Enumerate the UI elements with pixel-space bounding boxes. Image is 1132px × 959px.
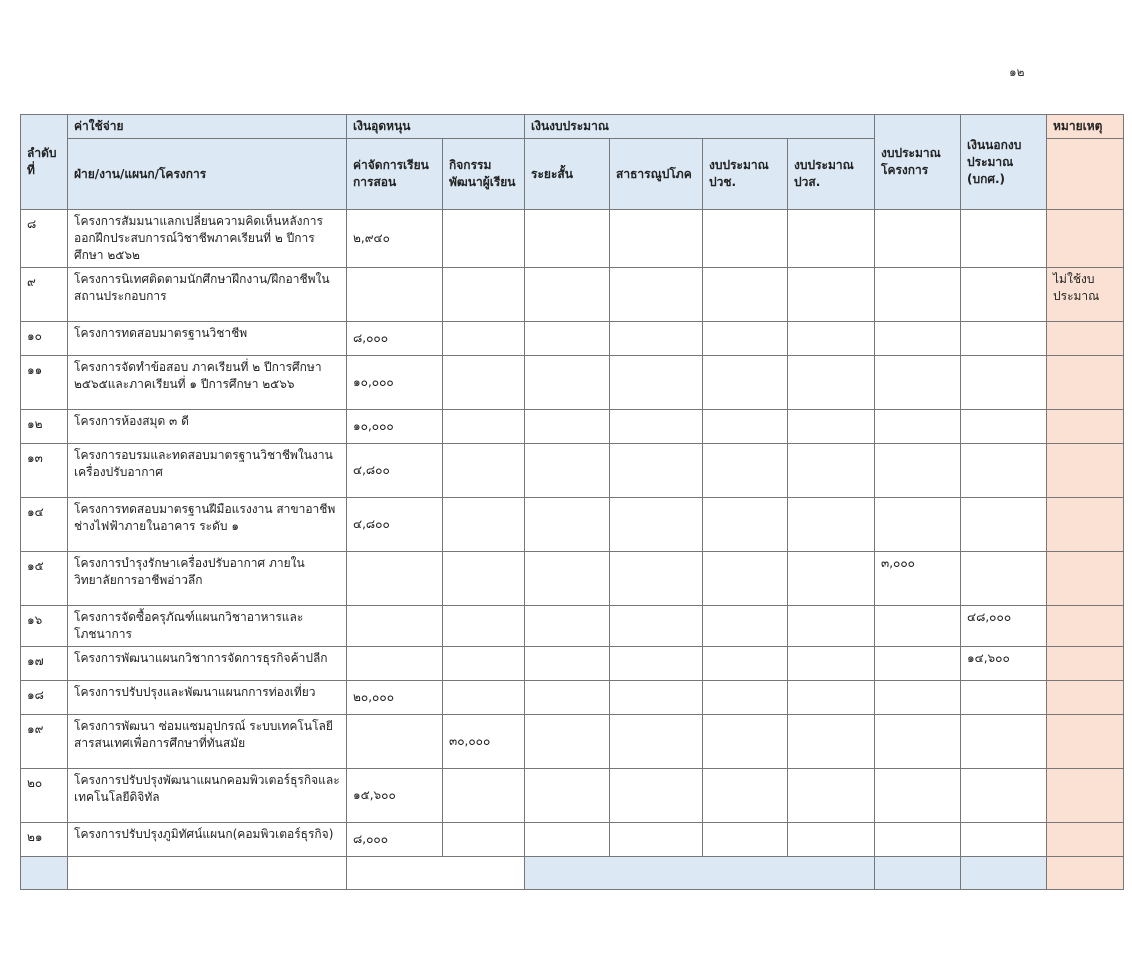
header-budget: เงินงบประมาณ [525, 115, 875, 139]
budget-pvs-value [788, 210, 875, 268]
table-row [21, 268, 1124, 322]
row-number: ๒๐ [21, 769, 68, 823]
project-budget-value [875, 210, 961, 268]
table-row [21, 410, 1124, 444]
student-activity-value [443, 268, 525, 322]
project-name: โครงการอบรมและทดสอบมาตรฐานวิชาชีพในงานเครื่องปรับอากาศ [68, 444, 347, 498]
budget-pvs-value [788, 322, 875, 356]
remark-value [1047, 356, 1124, 410]
utilities-value [610, 606, 703, 647]
budget-pvc-value [703, 715, 788, 769]
budget-pvc-value [703, 606, 788, 647]
teaching-cost-value: ๑๐,๐๐๐ [347, 410, 443, 444]
budget-pvc-value [703, 647, 788, 681]
student-activity-value [443, 681, 525, 715]
teaching-cost-value: ๔,๘๐๐ [347, 498, 443, 552]
remark-value [1047, 444, 1124, 498]
table-row [21, 444, 1124, 498]
budget-pvs-value [788, 769, 875, 823]
off-budget-value [961, 356, 1047, 410]
project-name: โครงการบำรุงรักษาเครื่องปรับอากาศ ภายในวิทยาลัยการอาชีพอ่าวลึก [68, 552, 347, 606]
row-number: ๙ [21, 268, 68, 322]
off-budget-value [961, 552, 1047, 606]
project-budget-value [875, 322, 961, 356]
remark-value [1047, 769, 1124, 823]
header-expenses: ค่าใช้จ่าย [68, 115, 347, 139]
budget-pvc-value [703, 681, 788, 715]
budget-pvs-value [788, 606, 875, 647]
project-budget-value [875, 410, 961, 444]
budget-pvc-value [703, 552, 788, 606]
header-subsidy: เงินอุดหนุน [347, 115, 525, 139]
project-budget-value [875, 498, 961, 552]
table-row [21, 823, 1124, 857]
remark-value [1047, 552, 1124, 606]
off-budget-value [961, 210, 1047, 268]
student-activity-value [443, 769, 525, 823]
budget-pvc-value [703, 210, 788, 268]
teaching-cost-value: ๒๐,๐๐๐ [347, 681, 443, 715]
table-row [21, 769, 1124, 823]
project-name: โครงการสัมมนาแลกเปลี่ยนความคิดเห็นหลังการออกฝึกประสบการณ์วิชาชีพภาคเรียนที่ ๒ ปีการศึกษา ๒๕๖๒ [68, 210, 347, 268]
remark-value [1047, 322, 1124, 356]
project-name: โครงการปรับปรุงและพัฒนาแผนกการท่องเที่ยว [68, 681, 347, 715]
student-activity-value [443, 356, 525, 410]
utilities-value [610, 210, 703, 268]
header-remark: หมายเหตุ [1047, 115, 1124, 139]
budget-pvc-value [703, 322, 788, 356]
off-budget-value: ๑๔,๖๐๐ [961, 647, 1047, 681]
short-course-value [525, 356, 610, 410]
student-activity-value [443, 210, 525, 268]
project-name: โครงการพัฒนา ซ่อมแซมอุปกรณ์ ระบบเทคโนโลยีสารสนเทศเพื่อการศึกษาที่ทันสมัย [68, 715, 347, 769]
remark-value: ไม่ใช้งบประมาณ [1047, 268, 1124, 322]
project-name: โครงการพัฒนาแผนกวิชาการจัดการธุรกิจค้าปลีก [68, 647, 347, 681]
teaching-cost-value [347, 552, 443, 606]
row-number: ๑๔ [21, 498, 68, 552]
teaching-cost-value: ๘,๐๐๐ [347, 322, 443, 356]
header-no: ลำดับ ที่ [21, 115, 68, 210]
table-row [21, 552, 1124, 606]
student-activity-value [443, 410, 525, 444]
project-name: โครงการจัดซื้อครุภัณฑ์แผนกวิชาอาหารและโภชนาการ [68, 606, 347, 647]
remark-value [1047, 647, 1124, 681]
utilities-value [610, 552, 703, 606]
short-course-value [525, 552, 610, 606]
budget-pvs-value [788, 356, 875, 410]
short-course-value [525, 715, 610, 769]
table-row [21, 715, 1124, 769]
remark-value [1047, 410, 1124, 444]
budget-table [20, 114, 1124, 890]
project-budget-value [875, 606, 961, 647]
table-row [21, 647, 1124, 681]
off-budget-value [961, 715, 1047, 769]
utilities-value [610, 268, 703, 322]
table-row [21, 498, 1124, 552]
table-row [21, 681, 1124, 715]
student-activity-value [443, 647, 525, 681]
project-budget-value: ๓,๐๐๐ [875, 552, 961, 606]
short-course-value [525, 769, 610, 823]
total-cell [1047, 857, 1124, 890]
budget-pvc-value [703, 356, 788, 410]
short-course-value [525, 322, 610, 356]
budget-pvs-value [788, 268, 875, 322]
remark-value [1047, 681, 1124, 715]
utilities-value [610, 498, 703, 552]
project-budget-value [875, 823, 961, 857]
budget-pvc-value [703, 268, 788, 322]
total-cell [21, 857, 68, 890]
teaching-cost-value [347, 647, 443, 681]
row-number: ๑๐ [21, 322, 68, 356]
student-activity-value [443, 606, 525, 647]
teaching-cost-value [347, 268, 443, 322]
utilities-value [610, 647, 703, 681]
budget-pvc-value [703, 769, 788, 823]
row-number: ๑๓ [21, 444, 68, 498]
remark-value [1047, 715, 1124, 769]
off-budget-value [961, 444, 1047, 498]
utilities-value [610, 410, 703, 444]
utilities-value [610, 681, 703, 715]
budget-pvc-value [703, 823, 788, 857]
teaching-cost-value [347, 715, 443, 769]
budget-pvs-value [788, 410, 875, 444]
header-off-budget: เงินนอกงบประมาณ (บกศ.) [961, 115, 1047, 210]
row-number: ๑๖ [21, 606, 68, 647]
teaching-cost-value: ๘,๐๐๐ [347, 823, 443, 857]
teaching-cost-value: ๑๐,๐๐๐ [347, 356, 443, 410]
project-budget-value [875, 444, 961, 498]
utilities-value [610, 769, 703, 823]
row-number: ๑๙ [21, 715, 68, 769]
remark-value [1047, 498, 1124, 552]
student-activity-value [443, 322, 525, 356]
project-name: โครงการนิเทศติดตามนักศึกษาฝึกงาน/ฝึกอาชีพในสถานประกอบการ [68, 268, 347, 322]
table-row [21, 322, 1124, 356]
project-budget-value [875, 681, 961, 715]
header-project-budget: งบประมาณโครงการ [875, 115, 961, 210]
project-budget-value [875, 647, 961, 681]
off-budget-value [961, 268, 1047, 322]
project-budget-value [875, 356, 961, 410]
short-course-value [525, 210, 610, 268]
off-budget-value [961, 410, 1047, 444]
project-budget-value [875, 769, 961, 823]
total-cell [961, 857, 1047, 890]
utilities-value [610, 444, 703, 498]
teaching-cost-value [347, 606, 443, 647]
off-budget-value [961, 498, 1047, 552]
table-row [21, 210, 1124, 268]
budget-pvs-value [788, 681, 875, 715]
total-cell [68, 857, 347, 890]
short-course-value [525, 823, 610, 857]
short-course-value [525, 444, 610, 498]
row-number: ๑๒ [21, 410, 68, 444]
row-number: ๑๘ [21, 681, 68, 715]
utilities-value [610, 356, 703, 410]
off-budget-value [961, 681, 1047, 715]
student-activity-value [443, 552, 525, 606]
budget-pvs-value [788, 444, 875, 498]
budget-pvs-value [788, 647, 875, 681]
short-course-value [525, 606, 610, 647]
teaching-cost-value: ๔,๘๐๐ [347, 444, 443, 498]
project-name: โครงการห้องสมุด ๓ ดี [68, 410, 347, 444]
off-budget-value [961, 823, 1047, 857]
header-department: ฝ่าย/งาน/แผนก/โครงการ [68, 139, 347, 210]
project-budget-value [875, 268, 961, 322]
budget-pvc-value [703, 410, 788, 444]
off-budget-value: ๔๘,๐๐๐ [961, 606, 1047, 647]
total-cell [525, 857, 875, 890]
student-activity-value [443, 823, 525, 857]
remark-value [1047, 823, 1124, 857]
project-name: โครงการปรับปรุงภูมิทัศน์แผนก(คอมพิวเตอร์ธุรกิจ) [68, 823, 347, 857]
table-row [21, 606, 1124, 647]
total-cell [875, 857, 961, 890]
budget-pvs-value [788, 715, 875, 769]
budget-pvc-value [703, 498, 788, 552]
teaching-cost-value: ๒,๙๔๐ [347, 210, 443, 268]
short-course-value [525, 268, 610, 322]
budget-pvs-value [788, 552, 875, 606]
budget-pvs-value [788, 823, 875, 857]
short-course-value [525, 647, 610, 681]
page-number: ๑๒ [1009, 65, 1025, 79]
header-remark-blank [1047, 139, 1124, 210]
remark-value [1047, 210, 1124, 268]
header-short-course: ระยะสั้น [525, 139, 610, 210]
row-number: ๒๑ [21, 823, 68, 857]
short-course-value [525, 410, 610, 444]
off-budget-value [961, 322, 1047, 356]
off-budget-value [961, 769, 1047, 823]
header-utilities: สาธารณูปโภค [610, 139, 703, 210]
total-row [21, 857, 1124, 890]
short-course-value [525, 498, 610, 552]
row-number: ๑๕ [21, 552, 68, 606]
header-budget-pvc: งบประมาณ ปวช. [703, 139, 788, 210]
project-name: โครงการทดสอบมาตรฐานฝีมือแรงงาน สาขาอาชีพช่างไฟฟ้าภายในอาคาร ระดับ ๑ [68, 498, 347, 552]
project-budget-value [875, 715, 961, 769]
project-name: โครงการปรับปรุงพัฒนาแผนกคอมพิวเตอร์ธุรกิจและเทคโนโลยีดิจิทัล [68, 769, 347, 823]
utilities-value [610, 322, 703, 356]
header-student-activity: กิจกรรมพัฒนาผู้เรียน [443, 139, 525, 210]
short-course-value [525, 681, 610, 715]
remark-value [1047, 606, 1124, 647]
row-number: ๑๑ [21, 356, 68, 410]
project-name: โครงการจัดทำข้อสอบ ภาคเรียนที่ ๒ ปีการศึกษา ๒๕๖๕และภาคเรียนที่ ๑ ปีการศึกษา ๒๕๖๖ [68, 356, 347, 410]
header-budget-pvs: งบประมาณ ปวส. [788, 139, 875, 210]
student-activity-value [443, 498, 525, 552]
total-cell [347, 857, 525, 890]
teaching-cost-value: ๑๕,๖๐๐ [347, 769, 443, 823]
table-row [21, 356, 1124, 410]
header-teaching-cost: ค่าจัดการเรียนการสอน [347, 139, 443, 210]
row-number: ๑๗ [21, 647, 68, 681]
project-name: โครงการทดสอบมาตรฐานวิชาชีพ [68, 322, 347, 356]
budget-pvc-value [703, 444, 788, 498]
utilities-value [610, 715, 703, 769]
utilities-value [610, 823, 703, 857]
student-activity-value [443, 444, 525, 498]
row-number: ๘ [21, 210, 68, 268]
budget-pvs-value [788, 498, 875, 552]
student-activity-value: ๓๐,๐๐๐ [443, 715, 525, 769]
